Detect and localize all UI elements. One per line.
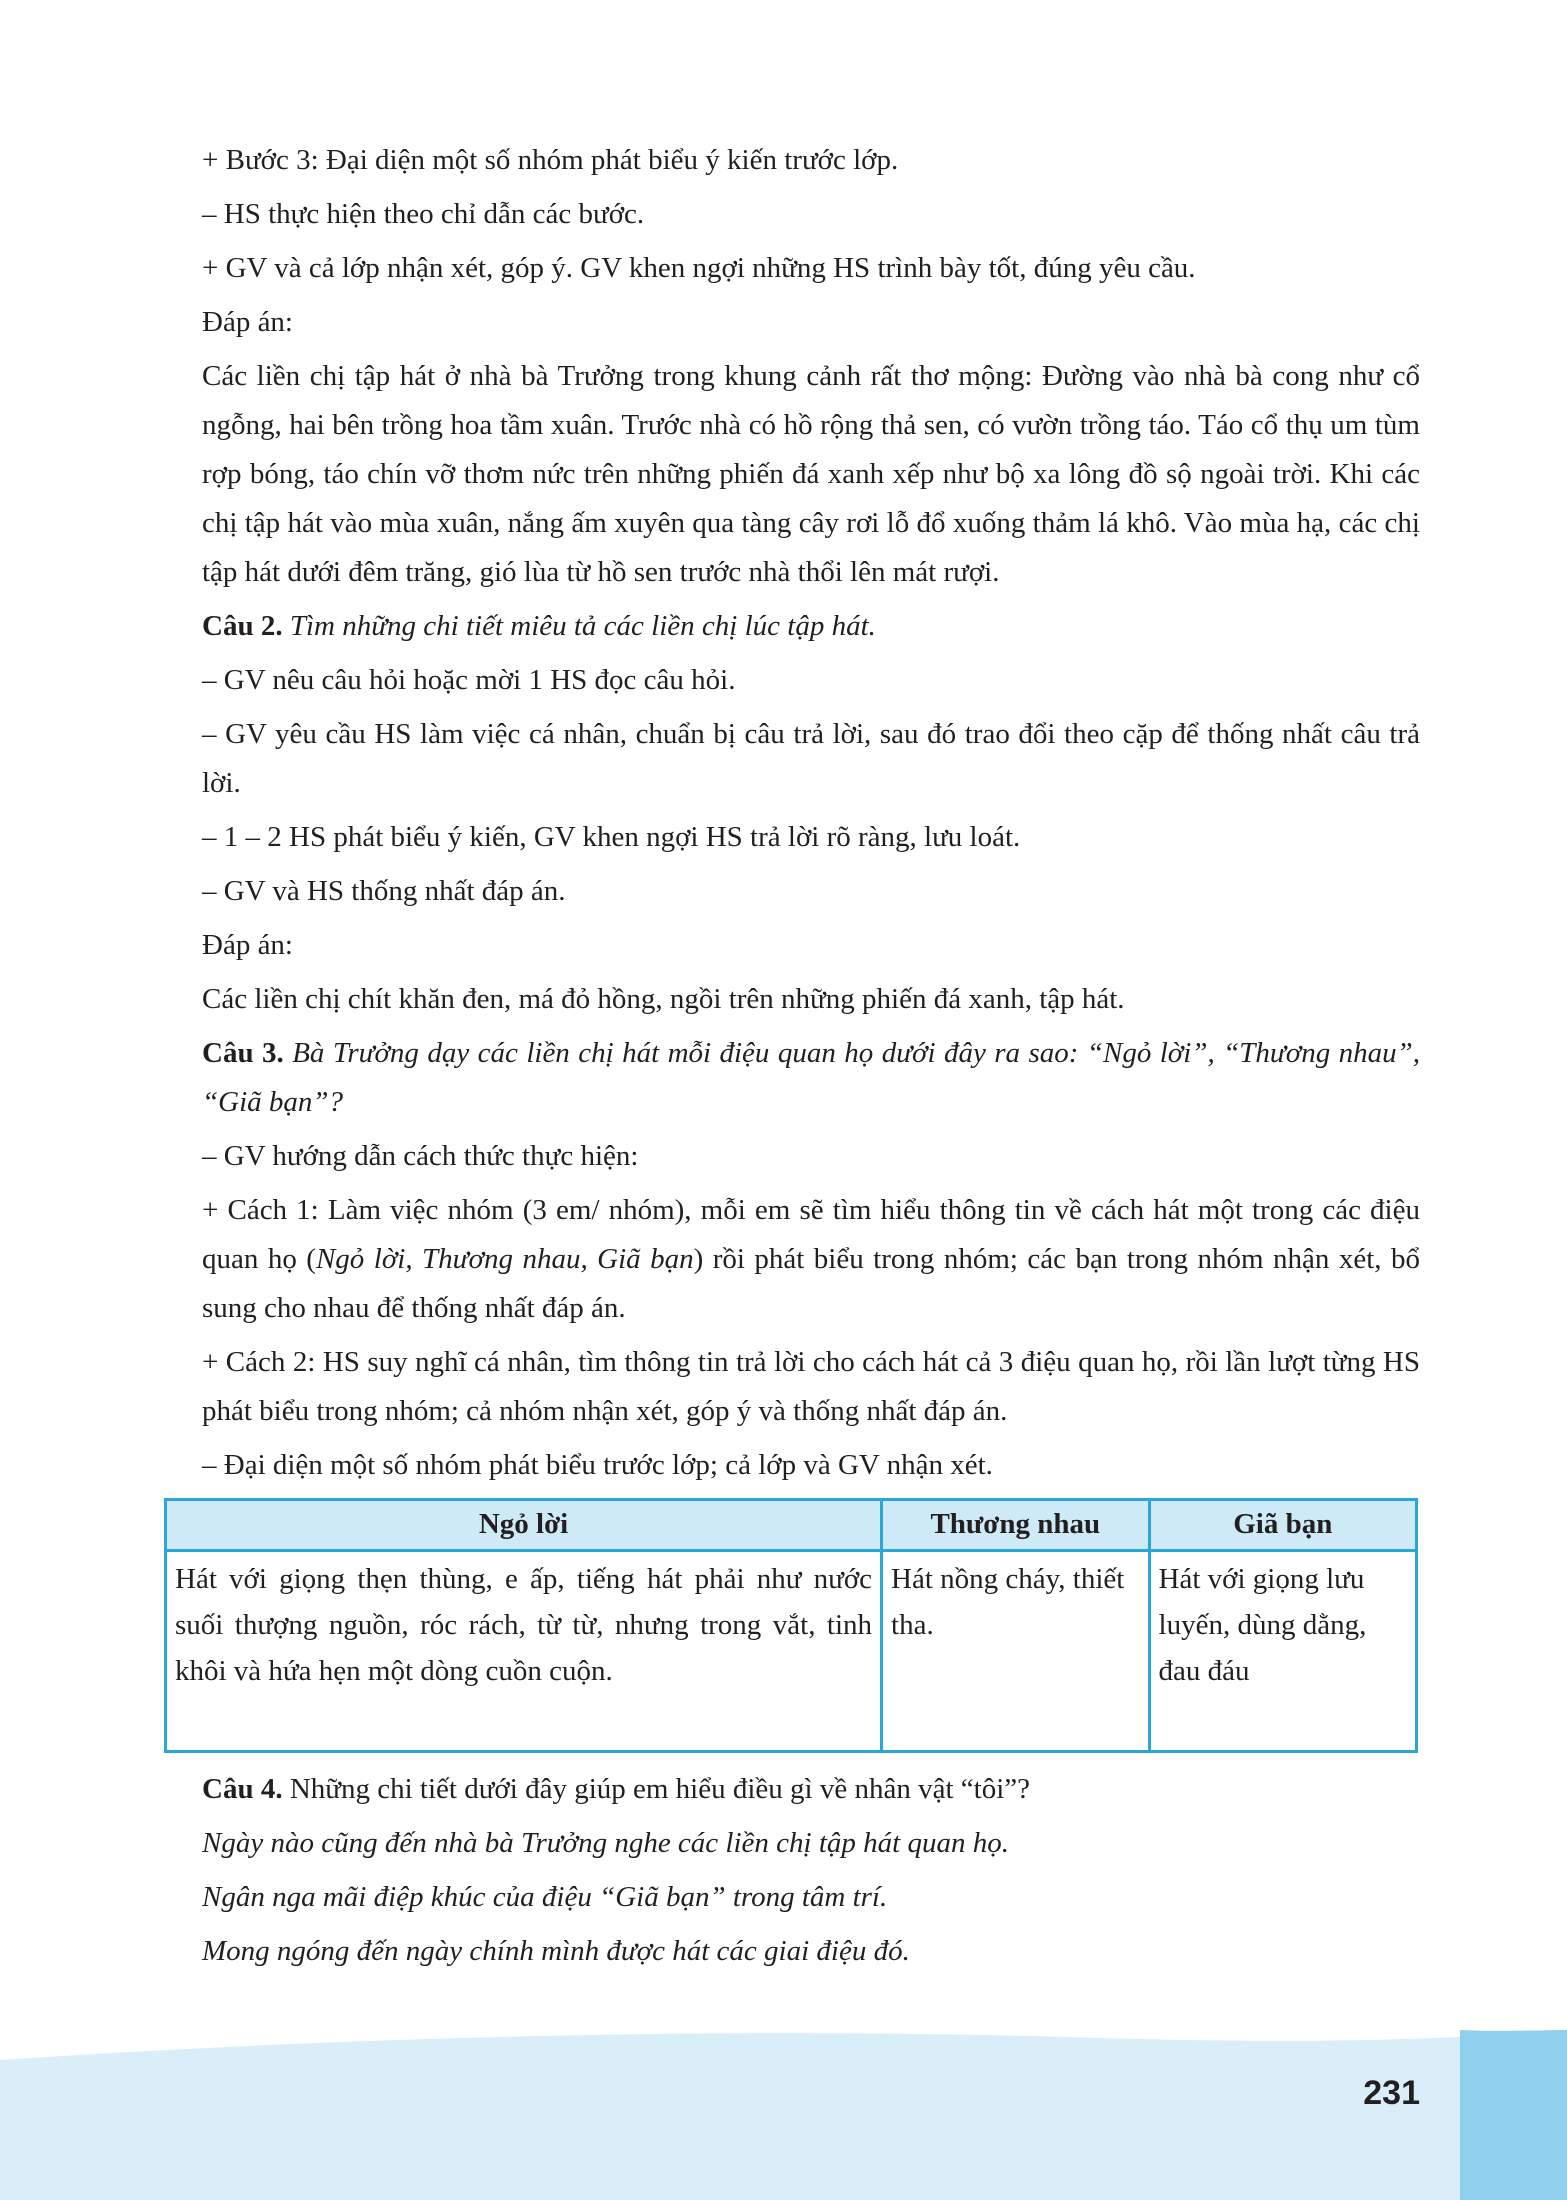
feedback-line: + GV và cả lớp nhận xét, góp ý. GV khen ngợi những HS trình bày tốt, đúng yêu cầu. <box>202 252 1196 284</box>
wave-light <box>0 2030 1567 2200</box>
q4-detail-1: Ngày nào cũng đến nhà bà Trưởng nghe các liền chị tập hát quan họ. <box>202 1827 1009 1859</box>
q3-method-1: + Cách 1: Làm việc nhóm (3 em/ nhóm), mỗi em sẽ tìm hiểu thông tin về cách hát một trong các điệu quan họ (Ngỏ lời, Thương nhau, Giã bạn) rồi phát biểu trong nhóm; các bạn trong nhóm nhận xét, bổ sung cho nhau để thống nhất đáp án. <box>202 1194 1420 1324</box>
q2-step-4: – GV và HS thống nhất đáp án. <box>202 875 566 907</box>
question-text: Những chi tiết dưới đây giúp em hiểu điều gì về nhân vật “tôi”? <box>289 1773 1030 1805</box>
q3-method-2: + Cách 2: HS suy nghĩ cá nhân, tìm thông tin trả lời cho cách hát cả 3 điệu quan họ, rồi lần lượt từng HS phát biểu trong nhóm; cả nhóm nhận xét, góp ý và thống nhất đáp án. <box>202 1346 1420 1427</box>
q3-step-1: – GV hướng dẫn cách thức thực hiện: <box>202 1140 639 1172</box>
table-row <box>166 1551 1417 1752</box>
q2-step-1: – GV nêu câu hỏi hoặc mời 1 HS đọc câu hỏi. <box>202 664 736 696</box>
wave-dark-corner <box>1460 2030 1567 2200</box>
question-label: Câu 3. <box>202 1037 284 1069</box>
q2-answer: Các liền chị chít khăn đen, má đỏ hồng, ngồi trên những phiến đá xanh, tập hát. <box>202 983 1125 1015</box>
question-2 <box>202 602 1420 651</box>
question-4 <box>202 1765 1420 1814</box>
q3-step-2: – Đại diện một số nhóm phát biểu trước lớp; cả lớp và GV nhận xét. <box>202 1449 993 1481</box>
answer-label: Đáp án: <box>202 306 293 338</box>
question-text: Bà Trưởng dạy các liền chị hát mỗi điệu quan họ dưới đây ra sao: “Ngỏ lời”, “Thương nhau”, “Giã bạn”? <box>202 1037 1420 1118</box>
q2-answer-label: Đáp án: <box>202 929 293 961</box>
page-number: 231 <box>1363 2074 1420 2112</box>
answer-table <box>164 1498 1418 1753</box>
table-header-row <box>166 1500 1417 1551</box>
step-3-line: + Bước 3: Đại diện một số nhóm phát biểu ý kiến trước lớp. <box>202 144 899 176</box>
table-cell: Hát với giọng lưu luyến, dùng dằng, đau đáu <box>1149 1551 1416 1752</box>
question-3 <box>202 1029 1420 1127</box>
table-header: Ngỏ lời <box>166 1500 882 1551</box>
answer-paragraph: Các liền chị tập hát ở nhà bà Trưởng trong khung cảnh rất thơ mộng: Đường vào nhà bà cong như cổ ngỗng, hai bên trồng hoa tầm xuân. Trước nhà có hồ rộng thả sen, có vườn trồng táo. Táo cổ thụ um tùm rợp bóng, táo chín vỡ thơm nức trên những phiến đá xanh xếp như bộ xa lông đồ sộ ngoài trời. Khi các chị tập hát vào mùa xuân, nắng ấm xuyên qua tàng cây rơi lỗ đổ xuống thảm lá khô. Vào mùa hạ, các chị tập hát dưới đêm trăng, gió lùa từ hồ sen trước nhà thổi lên mát rượi. <box>202 360 1420 588</box>
page-content <box>175 136 1420 1981</box>
instruction-line: – HS thực hiện theo chỉ dẫn các bước. <box>202 198 645 230</box>
q2-step-2: – GV yêu cầu HS làm việc cá nhân, chuẩn bị câu trả lời, sau đó trao đổi theo cặp để thống nhất câu trả lời. <box>202 718 1420 799</box>
q4-detail-2: Ngân nga mãi điệp khúc của điệu “Giã bạn” trong tâm trí. <box>202 1881 888 1913</box>
q2-step-3: – 1 – 2 HS phát biểu ý kiến, GV khen ngợi HS trả lời rõ ràng, lưu loát. <box>202 821 1021 853</box>
table-cell: Hát với giọng thẹn thùng, e ấp, tiếng hát phải như nước suối thượng nguồn, róc rách, từ từ, nhưng trong vắt, tinh khôi và hứa hẹn một dòng cuồn cuộn. <box>166 1551 882 1752</box>
table-cell: Hát nồng cháy, thiết tha. <box>882 1551 1150 1752</box>
table-header: Thương nhau <box>882 1500 1150 1551</box>
question-label: Câu 4. <box>202 1773 283 1805</box>
question-text: Tìm những chi tiết miêu tả các liền chị lúc tập hát. <box>289 610 876 642</box>
footer-wave-decoration <box>0 2030 1567 2200</box>
q4-detail-3: Mong ngóng đến ngày chính mình được hát các giai điệu đó. <box>202 1935 910 1967</box>
table-header: Giã bạn <box>1149 1500 1416 1551</box>
question-label: Câu 2. <box>202 610 283 642</box>
